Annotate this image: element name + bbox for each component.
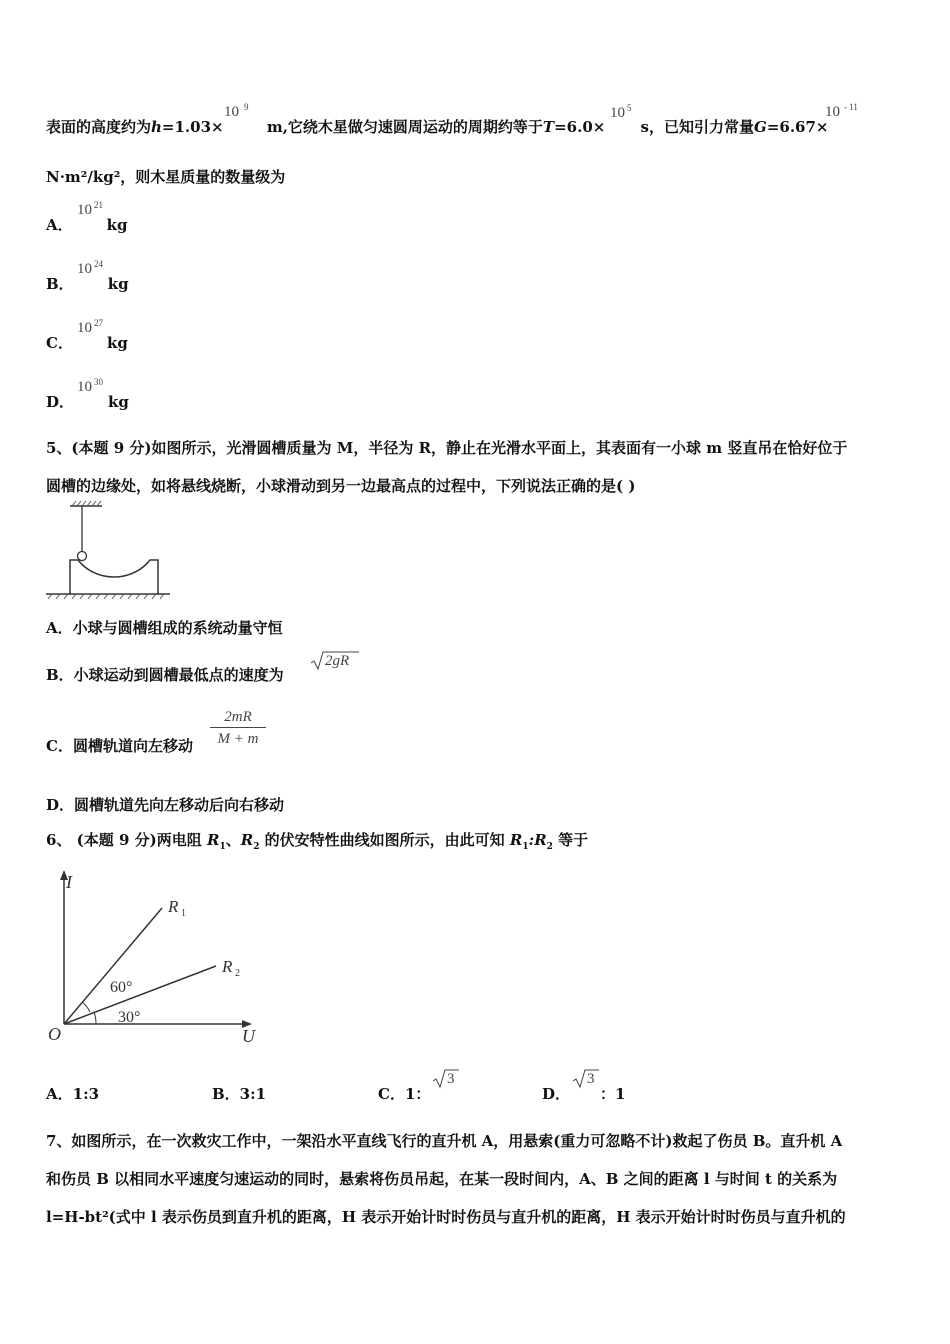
q7-line-2: 和伤员 B 以相同水平速度匀速运动的同时，悬索将伤员吊起，在某一段时间内，A、B 之间的距离 l 与时间 t 的关系为 bbox=[46, 1170, 838, 1188]
ball bbox=[78, 552, 87, 561]
q4-text: 表面的高度约为 bbox=[46, 118, 152, 136]
angle-arc-60 bbox=[82, 1002, 90, 1012]
sqrt-sign-icon bbox=[572, 1068, 600, 1090]
q6-option-d: D． bbox=[542, 1085, 571, 1103]
var-h: h bbox=[151, 118, 162, 136]
option-d-exponent: 30 bbox=[94, 377, 103, 387]
q5-groove-diagram bbox=[44, 500, 174, 600]
q4-option-a: A． kg bbox=[46, 216, 128, 234]
q5-option-a: A．小球与圆槽组成的系统动量守恒 bbox=[46, 619, 283, 637]
fraction-2mR-over-M-plus-m: 2mR M + m bbox=[210, 707, 266, 750]
angle-arc-30 bbox=[94, 1012, 96, 1024]
option-a-exponent: 21 bbox=[94, 200, 103, 210]
x-axis-label: U bbox=[242, 1026, 255, 1046]
option-d-base: 10 bbox=[77, 379, 92, 395]
sqrt-sign-icon bbox=[432, 1068, 460, 1090]
q4-line-1 bbox=[46, 116, 828, 137]
origin-label: O bbox=[48, 1024, 61, 1044]
r1-label: R bbox=[168, 897, 179, 916]
q5-line-1: 5、(本题 9 分)如图所示，光滑圆槽质量为 M，半径为 R，静止在光滑水平面上，其表面有一小球 m 竖直吊在恰好位于 bbox=[46, 439, 848, 457]
q6-option-b: B．3:1 bbox=[212, 1085, 267, 1103]
q4-text: =6.0× bbox=[554, 118, 606, 136]
y-axis-label: I bbox=[66, 872, 72, 892]
var-T: T bbox=[542, 118, 555, 136]
q7-line-3: l=H-bt²(式中 l 表示伤员到直升机的距离，H 表示开始计时时伤员与直升机的距离，H 表示开始计时时伤员与直升机的 bbox=[46, 1208, 846, 1226]
power-of-ten-G: 10 bbox=[825, 104, 840, 120]
q4-text: m,它绕木星做匀速圆周运动的周期约等于 bbox=[261, 118, 543, 136]
power-of-ten-h: 10 bbox=[224, 104, 239, 120]
q5-option-c: C．圆槽轨道向左移动 bbox=[46, 737, 193, 755]
q4-option-c: C． kg bbox=[46, 334, 128, 352]
option-b-base: 10 bbox=[77, 261, 92, 277]
q5-option-d: D．圆槽轨道先向左移动后向右移动 bbox=[46, 796, 285, 814]
q6-iv-graph bbox=[44, 866, 274, 1046]
groove-shape bbox=[70, 560, 158, 594]
angle-30-label: 30° bbox=[118, 1009, 141, 1026]
var-G: G bbox=[754, 118, 767, 136]
q4-line-2: N·m²/kg²，则木星质量的数量级为 bbox=[46, 168, 286, 186]
angle-60-label: 60° bbox=[110, 979, 133, 996]
q5-option-b: B．小球运动到圆槽最低点的速度为 bbox=[46, 666, 284, 684]
q6-line-1: 6、 (本题 9 分)两电阻 $R_1$、$R_2$ 的伏安特性曲线如图所示，由此可知 $R_1:R_2$ 等于 bbox=[46, 831, 589, 852]
r2-label: R bbox=[222, 957, 233, 976]
option-a-base: 10 bbox=[77, 202, 92, 218]
q6-option-d-suffix: ：1 bbox=[600, 1085, 626, 1103]
q4-text: s，已知引力常量 bbox=[635, 118, 754, 136]
r2-label-sub: 2 bbox=[235, 968, 240, 979]
q5-line-2: 圆槽的边缘处，如将悬线烧断，小球滑动到另一边最高点的过程中，下列说法正确的是( ) bbox=[46, 477, 636, 495]
q7-line-1: 7、如图所示，在一次救灾工作中，一架沿水平直线飞行的直升机 A，用悬索(重力可忽略不计)救起了伤员 B。直升机 A bbox=[46, 1132, 843, 1150]
q4-text: =6.67× bbox=[766, 118, 829, 136]
q6-option-c: C．1： bbox=[378, 1085, 431, 1103]
exponent-T: 5 bbox=[627, 103, 632, 113]
option-b-exponent: 24 bbox=[94, 259, 103, 269]
option-c-exponent: 27 bbox=[94, 318, 103, 328]
option-c-base: 10 bbox=[77, 320, 92, 336]
r1-line bbox=[64, 908, 162, 1024]
q4-option-b: B． kg bbox=[46, 275, 129, 293]
exponent-h: 9 bbox=[244, 102, 249, 112]
r1-label-sub: 1 bbox=[181, 908, 186, 919]
exponent-G: - 11 bbox=[844, 102, 858, 112]
q4-option-d: D． kg bbox=[46, 393, 129, 411]
q4-text: =1.03× bbox=[161, 118, 224, 136]
power-of-ten-T: 10 bbox=[610, 105, 625, 121]
q6-option-a: A．1:3 bbox=[46, 1085, 100, 1103]
